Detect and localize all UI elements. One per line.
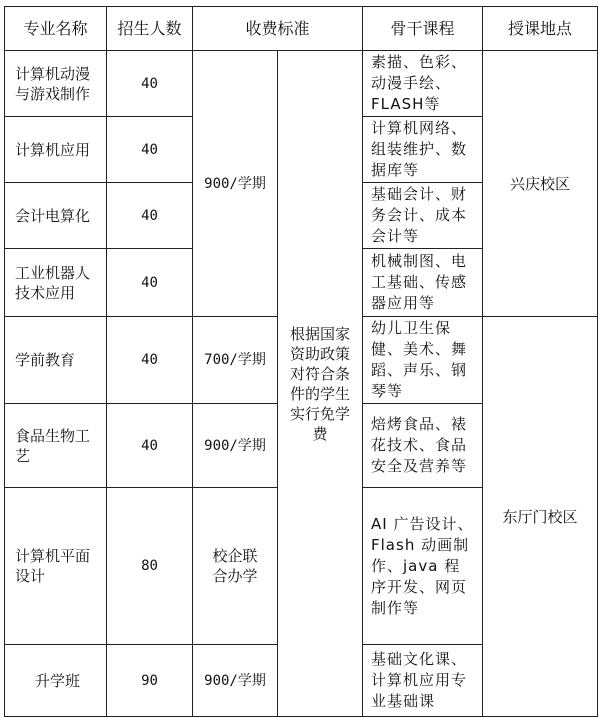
course-list: 焙烤食品、裱花技术、食品安全及营养等 [363, 404, 483, 488]
header-count: 招生人数 [107, 7, 193, 51]
course-list: AI 广告设计、Flash 动画制作、java 程序开发、网页制作等 [363, 488, 483, 645]
enroll-count: 40 [107, 249, 193, 317]
header-major: 专业名称 [5, 7, 107, 51]
fee-cell: 900/学期 [193, 404, 278, 488]
enroll-count: 40 [107, 317, 193, 404]
fee-cell: 700/学期 [193, 317, 278, 404]
enrollment-table [4, 6, 598, 717]
major-name: 计算机平面设计 [5, 488, 107, 645]
major-name: 学前教育 [5, 317, 107, 404]
header-location: 授课地点 [483, 7, 598, 51]
major-name: 计算机动漫与游戏制作 [5, 51, 107, 117]
header-fee: 收费标准 [193, 7, 363, 51]
course-list: 基础会计、财务会计、成本会计等 [363, 183, 483, 249]
enroll-count: 40 [107, 117, 193, 183]
course-list: 机械制图、电工基础、传感器应用等 [363, 249, 483, 317]
location-cell: 兴庆校区 [483, 51, 598, 317]
policy-cell: 根据国家资助政策对符合条件的学生实行免学费 [278, 51, 363, 717]
fee-cell: 900/学期 [193, 51, 278, 317]
major-name: 会计电算化 [5, 183, 107, 249]
enroll-count: 40 [107, 51, 193, 117]
major-name: 计算机应用 [5, 117, 107, 183]
course-list: 素描、色彩、动漫手绘、FLASH等 [363, 51, 483, 117]
course-list: 计算机网络、组装维护、数据库等 [363, 117, 483, 183]
enroll-count: 90 [107, 645, 193, 717]
enroll-count: 80 [107, 488, 193, 645]
fee-cell: 900/学期 [193, 645, 278, 717]
course-list: 基础文化课、计算机应用专业基础课 [363, 645, 483, 717]
enroll-count: 40 [107, 404, 193, 488]
header-courses: 骨干课程 [363, 7, 483, 51]
enroll-count: 40 [107, 183, 193, 249]
major-name: 工业机器人技术应用 [5, 249, 107, 317]
table-row [5, 51, 598, 117]
location-cell: 东厅门校区 [483, 317, 598, 717]
course-list: 幼儿卫生保健、美术、舞蹈、声乐、钢琴等 [363, 317, 483, 404]
fee-cell: 校企联合办学 [193, 488, 278, 645]
major-name: 食品生物工艺 [5, 404, 107, 488]
major-name: 升学班 [5, 645, 107, 717]
header-row [5, 7, 598, 51]
